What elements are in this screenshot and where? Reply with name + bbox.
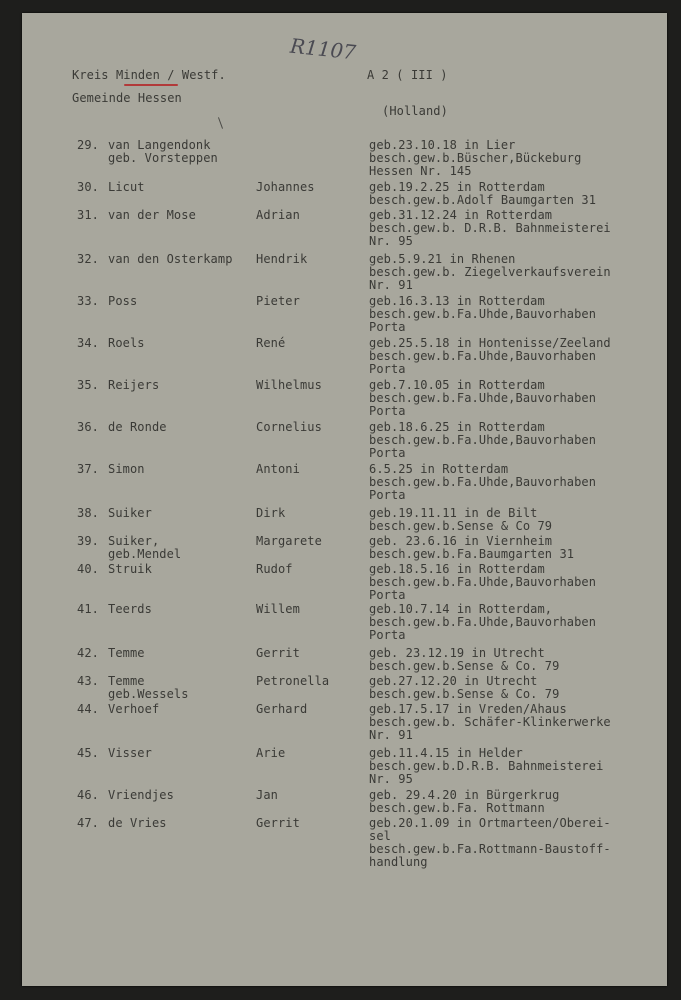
entry-surname: Verhoef <box>108 702 160 716</box>
entry-details <box>369 647 559 673</box>
entry-details <box>369 535 574 561</box>
entry-detail-line: besch.gew.b. Ziegelverkaufsverein <box>369 265 611 279</box>
entry-number: 40. <box>77 562 99 576</box>
entry-detail-line: geb. 23.12.19 in Utrecht <box>369 646 545 660</box>
entry-details <box>369 379 596 418</box>
entry-surname: van den Osterkamp <box>108 252 233 266</box>
entry-given-name: Rudof <box>256 562 293 576</box>
entry-given-name: Dirk <box>256 506 286 520</box>
entry-maiden-name: geb.Wessels <box>108 687 189 701</box>
district-heading: Kreis Minden / Westf. <box>72 68 226 82</box>
entry-number: 33. <box>77 294 99 308</box>
entry-surname: Simon <box>108 462 145 476</box>
entry-number: 45. <box>77 746 99 760</box>
entry-given-name: Jan <box>256 788 278 802</box>
entry-detail-line: besch.gew.b.D.R.B. Bahnmeisterei <box>369 759 604 773</box>
entry-number: 46. <box>77 788 99 802</box>
entry-details <box>369 507 552 533</box>
entry-surname: van Langendonk <box>108 138 211 152</box>
entry-surname: Temme <box>108 646 145 660</box>
entry-number: 38. <box>77 506 99 520</box>
entry-number: 43. <box>77 674 99 688</box>
entry-surname: Licut <box>108 180 145 194</box>
entry-detail-line: besch.gew.b.Fa.Uhde,Bauvorhaben <box>369 391 597 405</box>
entry-given-name: Margarete <box>256 534 322 548</box>
entry-given-name: Petronella <box>256 674 330 688</box>
entry-detail-line: Porta <box>369 362 406 376</box>
entry-detail-line: Porta <box>369 588 406 602</box>
entry-detail-line: besch.gew.b.Fa.Uhde,Bauvorhaben <box>369 349 597 363</box>
entry-details <box>369 703 611 742</box>
entry-details <box>369 675 559 701</box>
entry-detail-line: geb.10.7.14 in Rotterdam, <box>369 602 553 616</box>
entry-detail-line: geb.19.11.11 in de Bilt <box>369 506 538 520</box>
entry-detail-line: handlung <box>369 855 428 869</box>
entry-detail-line: besch.gew.b. D.R.B. Bahnmeisterei <box>369 221 611 235</box>
entry-given-name: Gerhard <box>256 702 308 716</box>
entry-number: 31. <box>77 208 99 222</box>
entry-maiden-name: geb. Vorsteppen <box>108 151 218 165</box>
entry-surname: Struik <box>108 562 152 576</box>
entry-detail-line: besch.gew.b.Adolf Baumgarten 31 <box>369 193 597 207</box>
entry-number: 32. <box>77 252 99 266</box>
entry-detail-line: Porta <box>369 446 406 460</box>
entry-detail-line: Porta <box>369 320 406 334</box>
entry-number: 37. <box>77 462 99 476</box>
entry-detail-line: Hessen Nr. 145 <box>369 164 472 178</box>
entry-detail-line: besch.gew.b.Sense & Co. 79 <box>369 687 560 701</box>
handwritten-reference: R1107 <box>288 33 358 65</box>
entry-detail-line: geb.31.12.24 in Rotterdam <box>369 208 553 222</box>
entry-detail-line: Nr. 95 <box>369 234 413 248</box>
entry-given-name: Antoni <box>256 462 300 476</box>
entry-surname: Reijers <box>108 378 160 392</box>
entry-surname: Visser <box>108 746 152 760</box>
entry-surname: Temme <box>108 674 145 688</box>
entry-number: 47. <box>77 816 99 830</box>
entry-surname: Teerds <box>108 602 152 616</box>
entry-surname: de Ronde <box>108 420 167 434</box>
entry-detail-line: besch.gew.b.Fa. Rottmann <box>369 801 545 815</box>
entry-detail-line: besch.gew.b.Fa.Uhde,Bauvorhaben <box>369 307 597 321</box>
entry-number: 29. <box>77 138 99 152</box>
entry-detail-line: geb.18.5.16 in Rotterdam <box>369 562 545 576</box>
entry-detail-line: Porta <box>369 404 406 418</box>
entry-detail-line: geb.5.9.21 in Rhenen <box>369 252 516 266</box>
entry-surname: Suiker, <box>108 534 160 548</box>
entry-given-name: Adrian <box>256 208 300 222</box>
entry-details <box>369 139 581 178</box>
entry-details <box>369 789 559 815</box>
entry-surname: Vriendjes <box>108 788 174 802</box>
entry-maiden-name: geb.Mendel <box>108 547 182 561</box>
entry-detail-line: besch.gew.b.Sense & Co 79 <box>369 519 553 533</box>
entry-detail-line: besch.gew.b.Fa.Uhde,Bauvorhaben <box>369 615 597 629</box>
pencil-tick <box>218 117 223 129</box>
entry-given-name: René <box>256 336 286 350</box>
reference-code: A 2 ( III ) <box>367 68 448 82</box>
entry-number: 44. <box>77 702 99 716</box>
entry-detail-line: sel <box>369 829 391 843</box>
entry-detail-line: geb. 29.4.20 in Bürgerkrug <box>369 788 560 802</box>
entry-detail-line: 6.5.25 in Rotterdam <box>369 462 509 476</box>
entry-detail-line: geb.23.10.18 in Lier <box>369 138 516 152</box>
entry-detail-line: Nr. 91 <box>369 728 413 742</box>
entry-details <box>369 295 596 334</box>
entry-detail-line: geb.25.5.18 in Hontenisse/Zeeland <box>369 336 611 350</box>
entry-details <box>369 337 611 376</box>
entry-surname: van der Mose <box>108 208 196 222</box>
entry-number: 30. <box>77 180 99 194</box>
entry-detail-line: besch.gew.b.Fa.Uhde,Bauvorhaben <box>369 475 597 489</box>
entry-number: 36. <box>77 420 99 434</box>
entry-detail-line: geb.20.1.09 in Ortmarteen/Oberei- <box>369 816 611 830</box>
entry-given-name: Willem <box>256 602 300 616</box>
entry-number: 34. <box>77 336 99 350</box>
entry-details <box>369 603 596 642</box>
entry-detail-line: geb.16.3.13 in Rotterdam <box>369 294 545 308</box>
entry-given-name: Gerrit <box>256 816 300 830</box>
entry-details <box>369 421 596 460</box>
entry-detail-line: geb.27.12.20 in Utrecht <box>369 674 538 688</box>
entry-given-name: Johannes <box>256 180 315 194</box>
entry-details <box>369 747 603 786</box>
entry-details <box>369 817 611 869</box>
entry-details <box>369 253 611 292</box>
entry-detail-line: besch.gew.b.Fa.Uhde,Bauvorhaben <box>369 433 597 447</box>
entry-detail-line: geb. 23.6.16 in Viernheim <box>369 534 553 548</box>
country-label: (Holland) <box>382 104 448 118</box>
entry-detail-line: besch.gew.b.Fa.Baumgarten 31 <box>369 547 575 561</box>
entry-details <box>369 563 596 602</box>
entry-surname: Suiker <box>108 506 152 520</box>
entry-detail-line: Porta <box>369 628 406 642</box>
entry-detail-line: Nr. 91 <box>369 278 413 292</box>
entry-detail-line: Porta <box>369 488 406 502</box>
entry-detail-line: geb.11.4.15 in Helder <box>369 746 523 760</box>
entry-given-name: Gerrit <box>256 646 300 660</box>
entry-detail-line: geb.17.5.17 in Vreden/Ahaus <box>369 702 567 716</box>
municipality-heading: Gemeinde Hessen <box>72 91 182 105</box>
entry-given-name: Cornelius <box>256 420 322 434</box>
entry-detail-line: besch.gew.b.Fa.Rottmann-Baustoff- <box>369 842 611 856</box>
entry-detail-line: besch.gew.b.Fa.Uhde,Bauvorhaben <box>369 575 597 589</box>
entry-detail-line: besch.gew.b.Büscher,Bückeburg <box>369 151 582 165</box>
entry-given-name: Hendrik <box>256 252 308 266</box>
entry-surname: Poss <box>108 294 138 308</box>
entry-given-name: Pieter <box>256 294 300 308</box>
entry-detail-line: geb.19.2.25 in Rotterdam <box>369 180 545 194</box>
entry-number: 42. <box>77 646 99 660</box>
entry-detail-line: geb.7.10.05 in Rotterdam <box>369 378 545 392</box>
entry-number: 41. <box>77 602 99 616</box>
entry-detail-line: geb.18.6.25 in Rotterdam <box>369 420 545 434</box>
entry-detail-line: Nr. 95 <box>369 772 413 786</box>
entry-number: 39. <box>77 534 99 548</box>
entry-details <box>369 181 596 207</box>
entry-details <box>369 463 596 502</box>
entry-detail-line: besch.gew.b.Sense & Co. 79 <box>369 659 560 673</box>
entry-detail-line: besch.gew.b. Schäfer-Klinkerwerke <box>369 715 611 729</box>
entry-surname: Roels <box>108 336 145 350</box>
entry-details <box>369 209 611 248</box>
entry-surname: de Vries <box>108 816 167 830</box>
document-page <box>22 13 667 986</box>
entry-given-name: Wilhelmus <box>256 378 322 392</box>
underline-mark <box>124 84 178 86</box>
entry-number: 35. <box>77 378 99 392</box>
entry-given-name: Arie <box>256 746 286 760</box>
